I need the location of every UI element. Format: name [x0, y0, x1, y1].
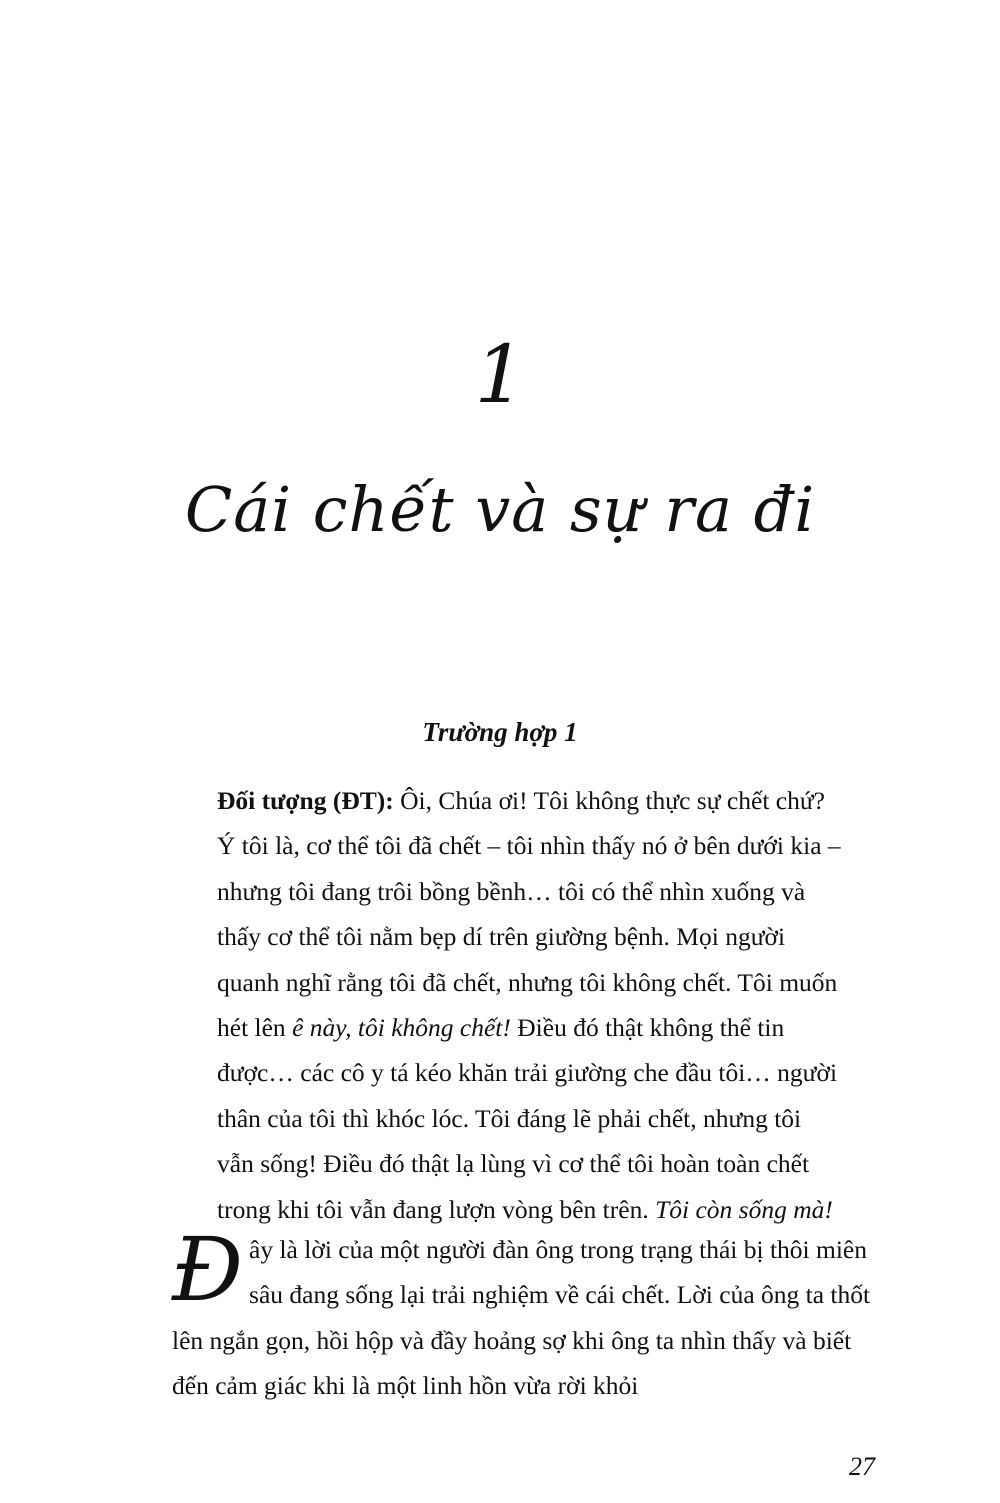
body-text: ây là lời của một người đàn ông trong trạng thái bị thôi miên sâu đang sống lại trải nghiệm về cái chết. Lời của ông ta thốt lên ngắn gọn, hồi hộp và đầy hoảng sợ khi ông ta nhìn thấy và biết đến cảm giác khi là một linh hồn vừa rời khỏi: [172, 1235, 871, 1401]
page-number: 27: [849, 1452, 875, 1481]
drop-cap: Đ: [172, 1218, 244, 1321]
quote-italic-part-1: ê này, tôi không chết!: [292, 1013, 511, 1043]
quote-block: [217, 778, 842, 1232]
quote-speaker: Đối tượng (ĐT):: [217, 786, 394, 815]
chapter-title: Cái chết và sự ra đi: [184, 473, 816, 546]
quote-text-part-2: Điều đó thật không thể tin được… các cô y tá kéo khăn trải giường che đầu tôi… người thân của tôi thì khóc lóc. Tôi đáng lẽ phải chết, nhưng tôi vẫn sống! Điều đó thật lạ lùng vì cơ thể tôi hoàn toàn chết trong khi tôi vẫn đang lượn vòng bên trên.: [217, 1013, 838, 1224]
quote-italic-part-2: Tôi còn sống mà!: [655, 1194, 833, 1224]
quote-text-part-1: Ôi, Chúa ơi! Tôi không thực sự chết chứ? Ý tôi là, cơ thể tôi đã chết – tôi nhìn thấy nó ở bên dưới kia – nhưng tôi đang trôi bồng bềnh… tôi có thể nhìn xuống và thấy cơ thể tôi nằm bẹp dí trên giường bệnh. Mọi người quanh nghĩ rằng tôi đã chết, nhưng tôi không chết. Tôi muốn hét lên: [217, 786, 841, 1043]
case-heading: Trường hợp 1: [422, 717, 578, 747]
chapter-number: 1: [474, 328, 526, 421]
body-paragraph: [172, 1218, 877, 1409]
